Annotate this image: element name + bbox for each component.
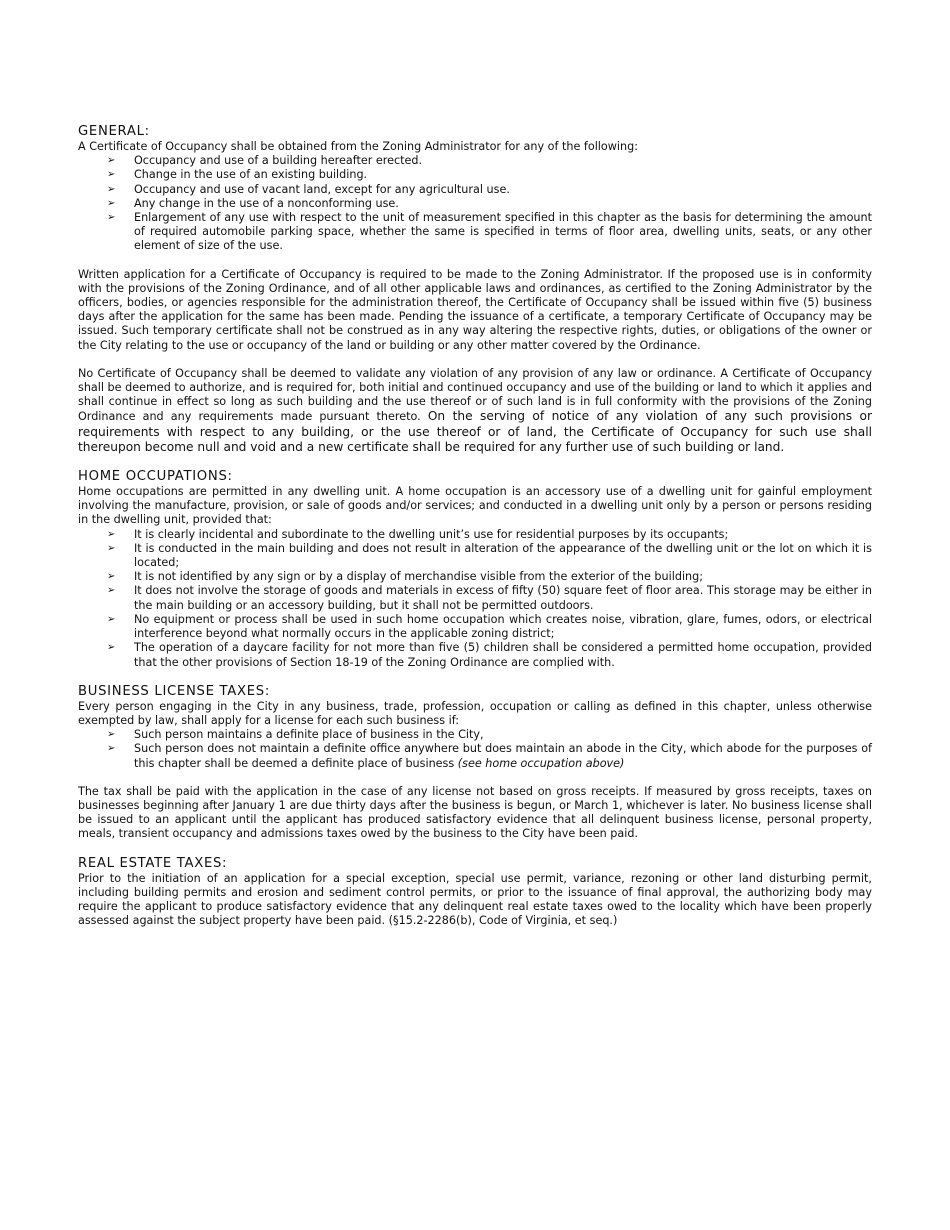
business-intro: Every person engaging in the City in any business, trade, profession, occupation or calling as defined in this chapter, unless otherwise exempted by law, shall apply for a license for each such business if: [78, 699, 872, 727]
arrow-bullet-icon: ➢ [107, 528, 116, 540]
arrow-bullet-icon: ➢ [107, 155, 116, 167]
arrow-bullet-icon: ➢ [107, 729, 116, 741]
general-list [78, 154, 872, 253]
list-item: ➢ It is clearly incidental and subordinate to the dwelling unit’s use for residential purposes by its occupants; [107, 527, 729, 541]
real-estate-paragraph: Prior to the initiation of an application for a special exception, special use permit, variance, rezoning or other land disturbing permit, including building permits and erosion and sediment control permits, or prior to the issuance of final approval, the authorizing body may require the applicant to produce satisfactory evidence that any delinquent real estate taxes owed to the locality which have been properly assessed against the subject property have been paid. (§15.2-2286(b), Code of Virginia, et seq.) [78, 871, 872, 928]
list-item: ➢ Occupancy and use of vacant land, except for any agricultural use. [107, 182, 510, 196]
general-paragraph-validity: No Certificate of Occupancy shall be deemed to validate any violation of any provision of any law or ordinance. A Certificate of Occupancy shall be deemed to authorize, and is required for, both initial and continued occupancy and use of the building or land to which it applies and shall continue in effect so long as such building and the use thereof or of such land is in full conformity with the provisions of the Zoning Ordinance and any requirements made pursuant thereto. On the serving of notice of any violation of any such provisions or requirements with respect to any building, or the use thereof or of land, the Certificate of Occupancy for such use shall thereupon become null and void and a new certificate shall be required for any further use of such building or land. [78, 366, 873, 454]
arrow-bullet-icon: ➢ [107, 642, 116, 654]
arrow-bullet-icon: ➢ [107, 197, 116, 209]
list-item: ➢ The operation of a daycare facility for not more than five (5) children shall be considered a permitted home occupation, provided that the other provisions of Section 18-19 of the Zoning Ordinance are complied with. [107, 641, 872, 669]
business-paragraph-tax: The tax shall be paid with the application in the case of any license not based on gross receipts. If measured by gross receipts, taxes on businesses beginning after January 1 are due thirty days after the business is begun, or March 1, whichever is later. No business license shall be issued to an applicant until the applicant has produced satisfactory evidence that all delinquent business license, personal property, meals, transient occupancy and admissions taxes owed by the business to the City have been paid. [78, 784, 872, 841]
arrow-bullet-icon: ➢ [107, 183, 116, 195]
spacer [78, 455, 872, 469]
business-list [78, 728, 872, 771]
section-heading-business-license: BUSINESS LICENSE TAXES: [78, 683, 270, 699]
section-heading-home-occupations: HOME OCCUPATIONS: [78, 469, 233, 485]
list-item: ➢ No equipment or process shall be used in such home occupation which creates noise, vibration, glare, fumes, odors, or electrical interference beyond what normally occurs in the applicable zoning district; [107, 612, 872, 641]
list-item: ➢ It does not involve the storage of goods and materials in excess of fifty (50) square feet of floor area. This storage may be either in the main building or an accessory building, but it shall not be permitted outdoors. [107, 584, 872, 612]
arrow-bullet-icon: ➢ [107, 585, 116, 597]
general-intro: A Certificate of Occupancy shall be obtained from the Zoning Administrator for any of the following: [78, 140, 638, 153]
list-item: ➢ It is not identified by any sign or by a display of merchandise visible from the exterior of the building; [107, 570, 704, 584]
general-paragraph-application: Written application for a Certificate of Occupancy is required to be made to the Zoning Administrator. If the proposed use is in conformity with the provisions of the Zoning Ordinance, and of all other applicable laws and ordinances, as certified to the Zoning Administrator by the officers, bodies, or agencies responsible for the administration thereof, the Certificate of Occupancy shall be issued within five (5) business days after the application for the same has been made. Pending the issuance of a certificate, a temporary Certificate of Occupancy may be issued. Such temporary certificate shall not be construed as in any way altering the respective rights, duties, or obligations of the owner or the City relating to the use or occupancy of the land or building or any other matter covered by the Ordinance. [78, 267, 872, 352]
spacer [78, 254, 872, 268]
list-item: ➢ Such person maintains a definite place of business in the City, [107, 728, 484, 742]
spacer [78, 670, 872, 684]
spacer [78, 353, 872, 367]
list-item: ➢ Any change in the use of a nonconforming use. [107, 196, 399, 210]
arrow-bullet-icon: ➢ [107, 613, 116, 625]
list-item: ➢ Change in the use of an existing building. [107, 168, 368, 182]
arrow-bullet-icon: ➢ [107, 542, 116, 554]
arrow-bullet-icon: ➢ [107, 571, 116, 583]
arrow-bullet-icon: ➢ [107, 169, 116, 181]
list-item: ➢ Enlargement of any use with respect to the unit of measurement specified in this chapter as the basis for determining the amount of required automobile parking space, whether the same is specified in terms of floor area, dwelling units, seats, or any other element of size of the use. [107, 211, 872, 253]
arrow-bullet-icon: ➢ [107, 212, 116, 224]
document-page [78, 124, 872, 928]
spacer [78, 842, 872, 856]
section-heading-general: GENERAL: [78, 124, 150, 139]
arrow-bullet-icon: ➢ [107, 743, 116, 755]
spacer [78, 771, 872, 785]
list-item: ➢ Occupancy and use of a building hereafter erected. [107, 154, 423, 168]
section-heading-real-estate: REAL ESTATE TAXES: [78, 855, 228, 871]
list-item: ➢ Such person does not maintain a definite office anywhere but does maintain an abode in the City, which abode for the purposes of this chapter shall be deemed a definite place of business (see home occupation above) [107, 742, 872, 770]
home-occupation-reference: (see home occupation above) [457, 756, 625, 770]
list-item: ➢ It is conducted in the main building and does not result in alteration of the appearance of the dwelling unit or the lot on which it is located; [107, 541, 872, 570]
home-list [78, 528, 872, 670]
home-intro: Home occupations are permitted in any dwelling unit. A home occupation is an accessory use of a dwelling unit for gainful employment involving the manufacture, provision, or sale of goods and/or services; and conducted in a dwelling unit only by a person or persons residing in the dwelling unit, provided that: [78, 485, 872, 527]
